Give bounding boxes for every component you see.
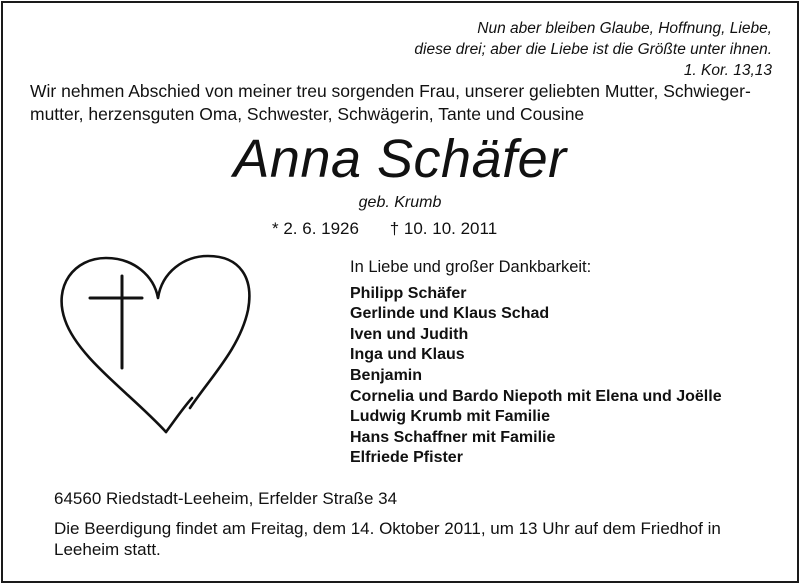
death-date: † 10. 10. 2011 [389,219,498,238]
mourner-name: Benjamin [350,366,423,384]
mourner-name: Gerlinde und Klaus Schad [350,305,550,323]
mourner-name: Philipp Schäfer [350,284,467,302]
intro-line-2: mutter, herzensguten Oma, Schwester, Schwägerin, Tante und Cousine [30,104,585,124]
bible-quote [414,18,772,81]
birth-date: * 2. 6. 1926 [272,219,359,238]
intro-line-1: Wir nehmen Abschied von meiner treu sorgenden Frau, unserer geliebten Mutter, Schwieger- [30,81,751,101]
mourner-name: Iven und Judith [350,325,469,343]
mourner-name: Elfriede Pfister [350,449,463,467]
funeral-info [54,518,774,560]
life-dates [272,218,497,240]
heart-with-cross-icon [50,248,260,453]
intro-text [30,80,780,126]
quote-line-1: Nun aber bleiben Glaube, Hoffnung, Liebe, [477,20,772,37]
quote-line-2: diese drei; aber die Liebe ist die Größte unter ihnen. [414,41,772,58]
mourners-lead: In Liebe und großer Dankbarkeit: [350,258,592,276]
mourners-list [350,257,722,469]
birth-name: geb. Krumb [358,194,442,211]
family-address: 64560 Riedstadt-Leeheim, Erfelder Straße 34 [54,489,398,508]
mourner-names [350,284,722,469]
mourner-name: Hans Schaffner mit Familie [350,428,556,446]
funeral-line-1: Die Beerdigung findet am Freitag, dem 14. Oktober 2011, um 13 Uhr auf dem Friedhof in [54,519,721,538]
deceased-name: Anna Schäfer [233,129,567,189]
quote-reference: 1. Kor. 13,13 [683,62,772,79]
funeral-line-2: Leeheim statt. [54,540,161,559]
mourner-name: Inga und Klaus [350,346,465,364]
mourner-name: Cornelia und Bardo Niepoth mit Elena und Joëlle [350,387,722,405]
mourner-name: Ludwig Krumb mit Familie [350,408,551,426]
